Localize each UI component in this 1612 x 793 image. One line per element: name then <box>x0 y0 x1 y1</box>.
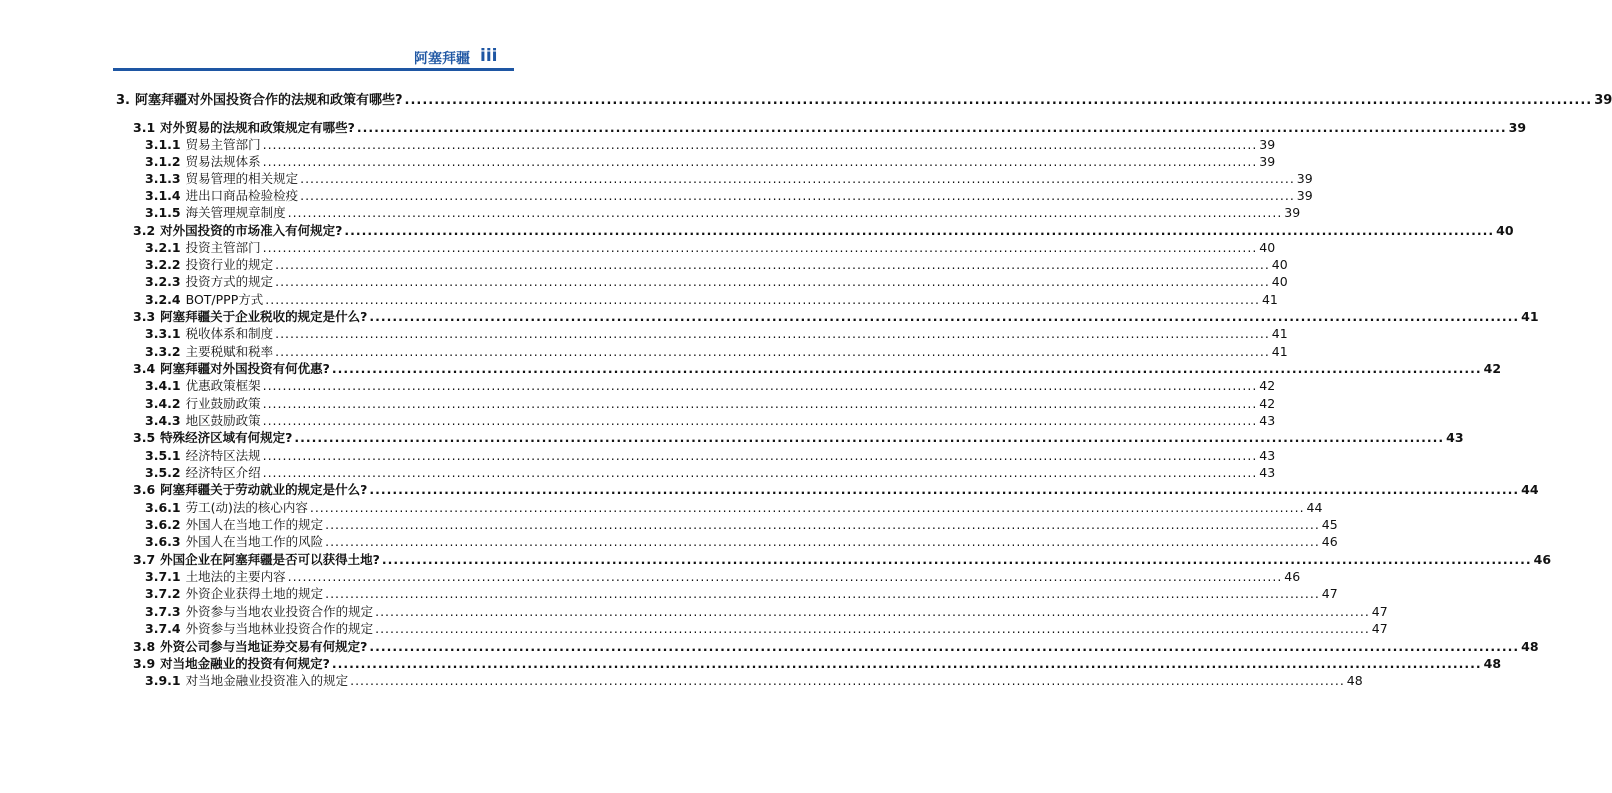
toc-entry-label <box>133 638 367 655</box>
toc-entry-page: 44 <box>1521 482 1539 497</box>
toc-leader-dots: ........................................................................................................................................................................................................ <box>300 188 1295 203</box>
toc-entry-label <box>133 655 330 672</box>
toc-leader-dots: ........................................................................................................................................................................................................ <box>325 586 1320 601</box>
toc-entry-number: 3.1.3 <box>145 171 181 186</box>
toc-leader-dots: ........................................................................................................................................................................................................ <box>375 604 1370 619</box>
toc-entry-page: 40 <box>1259 240 1276 255</box>
toc-entry[interactable] <box>145 585 1338 602</box>
toc-entry-title: 税收体系和制度 <box>185 326 274 341</box>
toc-entry-page: 48 <box>1483 656 1502 671</box>
toc-entry[interactable] <box>145 170 1313 187</box>
toc-entry-page: 39 <box>1594 93 1612 108</box>
toc-entry-title: 进出口商品检验检疫 <box>185 188 299 203</box>
toc-entry[interactable] <box>145 273 1288 290</box>
toc-entry-number: 3.4.3 <box>145 413 181 428</box>
toc-entry-page: 46 <box>1321 534 1338 549</box>
toc-entry[interactable] <box>145 395 1276 412</box>
toc-entry-page: 42 <box>1483 361 1502 376</box>
toc-entry-label <box>145 136 261 153</box>
toc-entry-number: 3.7.4 <box>145 621 181 636</box>
toc-entry-label <box>145 464 261 481</box>
running-header-title: 阿塞拜疆 <box>414 51 470 67</box>
toc-entry[interactable] <box>145 568 1301 585</box>
toc-leader-dots: ........................................................................................................................................................................................................ <box>265 292 1260 307</box>
toc-entry-page: 41 <box>1521 309 1539 324</box>
toc-entry-page: 43 <box>1446 430 1464 445</box>
toc-entry-number: 3.2.2 <box>145 257 181 272</box>
toc-entry-title: 贸易主管部门 <box>185 137 261 152</box>
toc-entry-label <box>145 256 273 273</box>
header-rule <box>113 68 514 71</box>
toc-entry-label <box>145 533 323 550</box>
toc-entry-label <box>145 187 298 204</box>
toc-entry-label <box>145 568 286 585</box>
toc-entry-number: 3.4 <box>133 361 156 376</box>
toc-leader-dots: ........................................................................................................................................................................................................ <box>369 309 1520 324</box>
toc-leader-dots: ........................................................................................................................................................................................................ <box>262 240 1258 255</box>
toc-leader-dots: ........................................................................................................................................................................................................ <box>262 396 1258 411</box>
toc-entry-title: 投资主管部门 <box>185 240 261 255</box>
toc-entry-label <box>133 222 342 239</box>
toc-entry-title: 主要税赋和税率 <box>185 344 274 359</box>
toc-entry-number: 3. <box>116 93 130 108</box>
toc-entry-page: 40 <box>1271 274 1288 289</box>
toc-entry-title: 行业鼓励政策 <box>185 396 261 411</box>
toc-entry-title: 对外贸易的法规和政策规定有哪些? <box>160 120 355 135</box>
toc-entry-title: 优惠政策框架 <box>185 378 261 393</box>
toc-entry-number: 3.1.1 <box>145 137 181 152</box>
toc-entry-title: 经济特区法规 <box>185 448 261 463</box>
toc-entry-label <box>145 447 261 464</box>
toc-entry-label <box>145 377 261 394</box>
toc-entry-number: 3.6.2 <box>145 517 181 532</box>
toc-entry[interactable] <box>133 638 1539 655</box>
toc-entry-number: 3.3.2 <box>145 344 181 359</box>
toc-leader-dots: ........................................................................................................................................................................................................ <box>262 378 1258 393</box>
toc-entry-title: 地区鼓励政策 <box>185 413 261 428</box>
toc-entry-page: 39 <box>1259 137 1276 152</box>
toc-leader-dots: ........................................................................................................................................................................................................ <box>287 205 1283 220</box>
toc-entry-title: 外资企业获得土地的规定 <box>185 586 324 601</box>
toc-entry-page: 46 <box>1284 569 1301 584</box>
toc-entry-title: 阿塞拜疆对外国投资有何优惠? <box>160 361 330 376</box>
toc-entry-title: 外资参与当地林业投资合作的规定 <box>185 621 374 636</box>
toc-entry-page: 48 <box>1346 673 1363 688</box>
toc-entry-label <box>145 620 373 637</box>
toc-entry[interactable] <box>145 377 1276 394</box>
toc-entry-label <box>145 395 261 412</box>
toc-entry-number: 3.4.2 <box>145 396 181 411</box>
toc-entry-title: 对外国投资的市场准入有何规定? <box>160 223 343 238</box>
toc-entry-title: 海关管理规章制度 <box>185 205 286 220</box>
toc-entry-page: 39 <box>1284 205 1301 220</box>
toc-entry-page: 40 <box>1496 223 1514 238</box>
toc-entry-number: 3.4.1 <box>145 378 181 393</box>
toc-entry-number: 3.2.1 <box>145 240 181 255</box>
toc-entry-number: 3.9 <box>133 656 156 671</box>
toc-entry-page: 42 <box>1259 396 1276 411</box>
toc-entry-number: 3.2 <box>133 223 156 238</box>
toc-entry-number: 3.1.4 <box>145 188 181 203</box>
toc-leader-dots: ........................................................................................................................................................................................................ <box>262 448 1258 463</box>
toc-entry[interactable] <box>145 620 1388 637</box>
toc-entry-title: 外国企业在阿塞拜疆是否可以获得土地? <box>160 552 380 567</box>
toc-entry-number: 3.5.1 <box>145 448 181 463</box>
toc-entry-page: 46 <box>1533 552 1552 567</box>
toc-entry[interactable] <box>133 119 1527 136</box>
toc-entry[interactable] <box>145 447 1276 464</box>
toc-entry-number: 3.1.2 <box>145 154 181 169</box>
toc-entry-title: 阿塞拜疆关于劳动就业的规定是什么? <box>160 482 368 497</box>
toc-entry[interactable] <box>133 655 1502 672</box>
toc-leader-dots: ........................................................................................................................................................................................................ <box>325 534 1320 549</box>
toc-entry-page: 43 <box>1259 448 1276 463</box>
toc-leader-dots: ........................................................................................................................................................................................................ <box>375 621 1370 636</box>
toc-entry-title: 阿塞拜疆对外国投资合作的法规和政策有哪些? <box>134 93 403 108</box>
toc-entry-label <box>145 672 348 689</box>
toc-entry-number: 3.5 <box>133 430 156 445</box>
toc-entry[interactable] <box>145 187 1313 204</box>
toc-entry-title: 土地法的主要内容 <box>185 569 286 584</box>
toc-entry-page: 45 <box>1321 517 1338 532</box>
toc-entry-label <box>145 499 308 516</box>
toc-entry-label <box>133 429 292 446</box>
toc-entry-number: 3.8 <box>133 639 156 654</box>
toc-entry[interactable] <box>133 481 1539 498</box>
toc-leader-dots: ........................................................................................................................................................................................................ <box>369 639 1520 654</box>
toc-entry-title: 投资方式的规定 <box>185 274 274 289</box>
toc-leader-dots: ........................................................................................................................................................................................................ <box>344 223 1495 238</box>
toc-entry-label <box>133 119 355 136</box>
toc-entry-label <box>116 92 403 109</box>
toc-entry[interactable] <box>145 204 1301 221</box>
toc-entry[interactable] <box>145 291 1278 308</box>
toc-entry-number: 3.7 <box>133 552 156 567</box>
toc-entry[interactable] <box>133 429 1464 446</box>
toc-entry-number: 3.3 <box>133 309 156 324</box>
toc-entry-number: 3.3.1 <box>145 326 181 341</box>
toc-entry-number: 3.1 <box>133 120 156 135</box>
toc-entry-title: 外资公司参与当地证券交易有何规定? <box>160 639 368 654</box>
toc-entry-label <box>133 308 367 325</box>
toc-entry-label <box>145 153 261 170</box>
toc-entry-number: 3.5.2 <box>145 465 181 480</box>
toc-entry-page: 44 <box>1306 500 1323 515</box>
toc-entry-page: 39 <box>1296 188 1313 203</box>
toc-entry-page: 47 <box>1371 621 1388 636</box>
toc-entry-title: 对当地金融业的投资有何规定? <box>160 656 330 671</box>
toc-leader-dots: ........................................................................................................................................................................................................ <box>262 154 1258 169</box>
toc-entry-number: 3.7.2 <box>145 586 181 601</box>
toc-leader-dots: ........................................................................................................................................................................................................ <box>275 257 1270 272</box>
toc-entry[interactable] <box>133 308 1539 325</box>
toc-leader-dots: ........................................................................................................................................................................................................ <box>262 413 1258 428</box>
toc-entry-label <box>145 325 273 342</box>
toc-entry-label <box>145 273 273 290</box>
toc-leader-dots: ........................................................................................................................................................................................................ <box>275 274 1270 289</box>
toc-entry-title: 劳工(动)法的核心内容 <box>185 500 308 515</box>
toc-leader-dots: ........................................................................................................................................................................................................ <box>262 137 1258 152</box>
toc-entry[interactable] <box>145 412 1276 429</box>
toc-entry[interactable] <box>116 92 1612 109</box>
toc-leader-dots: ........................................................................................................................................................................................................ <box>275 326 1270 341</box>
toc-entry-number: 3.2.3 <box>145 274 181 289</box>
toc-entry[interactable] <box>145 499 1323 516</box>
toc-entry-label <box>145 170 298 187</box>
toc-entry-title: 外国人在当地工作的规定 <box>185 517 324 532</box>
toc-entry-title: 特殊经济区域有何规定? <box>160 430 293 445</box>
toc-entry-number: 3.1.5 <box>145 205 181 220</box>
toc-entry-label <box>145 291 263 308</box>
toc-entry-label <box>145 343 273 360</box>
toc-entry-page: 41 <box>1271 326 1288 341</box>
toc-entry-page: 48 <box>1521 639 1539 654</box>
toc-entry-number: 3.6.1 <box>145 500 181 515</box>
toc-entry[interactable] <box>145 239 1276 256</box>
toc-entry-number: 3.9.1 <box>145 673 181 688</box>
toc-leader-dots: ........................................................................................................................................................................................................ <box>331 656 1482 671</box>
toc-entry[interactable] <box>145 256 1288 273</box>
toc-entry[interactable] <box>133 551 1552 568</box>
toc-leader-dots: ........................................................................................................................................................................................................ <box>309 500 1305 515</box>
toc-entry-number: 3.6.3 <box>145 534 181 549</box>
toc-entry[interactable] <box>133 360 1502 377</box>
toc-entry-number: 3.7.1 <box>145 569 181 584</box>
toc-entry[interactable] <box>145 516 1338 533</box>
toc-entry-page: 43 <box>1259 413 1276 428</box>
toc-entry-label <box>145 239 261 256</box>
toc-entry-page: 43 <box>1259 465 1276 480</box>
toc-entry-page: 39 <box>1296 171 1313 186</box>
toc-entry-label <box>145 585 323 602</box>
toc-entry-title: BOT/PPP方式 <box>185 292 264 307</box>
toc-leader-dots: ........................................................................................................................................................................................................ <box>287 569 1283 584</box>
toc-entry-label <box>145 603 373 620</box>
page-number-roman: iii <box>480 46 498 66</box>
toc-entry-page: 42 <box>1259 378 1276 393</box>
toc-entry-page: 41 <box>1271 344 1288 359</box>
toc-entry-title: 阿塞拜疆关于企业税收的规定是什么? <box>160 309 368 324</box>
toc-entry-title: 外资参与当地农业投资合作的规定 <box>185 604 374 619</box>
toc-entry-label <box>133 551 380 568</box>
toc-entry-number: 3.7.3 <box>145 604 181 619</box>
toc-entry-page: 47 <box>1371 604 1388 619</box>
toc-entry-page: 39 <box>1508 120 1527 135</box>
toc-entry-title: 贸易管理的相关规定 <box>185 171 299 186</box>
toc-leader-dots: ........................................................................................................................................................................................................ <box>356 120 1507 135</box>
toc-entry[interactable] <box>145 672 1363 689</box>
toc-leader-dots: ........................................................................................................................................................................................................ <box>262 465 1258 480</box>
toc-entry-title: 贸易法规体系 <box>185 154 261 169</box>
toc-leader-dots: ........................................................................................................................................................................................................ <box>331 361 1482 376</box>
toc-entry[interactable] <box>145 343 1288 360</box>
toc-entry-page: 47 <box>1321 586 1338 601</box>
toc-leader-dots: ........................................................................................................................................................................................................ <box>350 673 1345 688</box>
toc-entry[interactable] <box>145 136 1276 153</box>
toc-entry[interactable] <box>133 222 1514 239</box>
toc-entry-title: 投资行业的规定 <box>185 257 274 272</box>
toc-entry[interactable] <box>145 533 1338 550</box>
toc-entry[interactable] <box>145 325 1288 342</box>
toc-entry-label <box>145 412 261 429</box>
toc-entry-label <box>133 481 367 498</box>
toc-entry-page: 40 <box>1271 257 1288 272</box>
toc-leader-dots: ........................................................................................................................................................................................................ <box>300 171 1295 186</box>
toc-entry-label <box>145 516 323 533</box>
toc-entry[interactable] <box>145 153 1276 170</box>
toc-entry-number: 3.2.4 <box>145 292 181 307</box>
toc-leader-dots: ........................................................................................................................................................................................................ <box>369 482 1520 497</box>
toc-leader-dots: ........................................................................................................................................................................................................ <box>404 93 1593 108</box>
toc-entry-page: 39 <box>1259 154 1276 169</box>
toc-entry[interactable] <box>145 603 1388 620</box>
toc-entry-title: 经济特区介绍 <box>185 465 261 480</box>
toc-entry-title: 外国人在当地工作的风险 <box>185 534 324 549</box>
toc-entry-page: 41 <box>1261 292 1278 307</box>
toc-leader-dots: ........................................................................................................................................................................................................ <box>294 430 1445 445</box>
toc-leader-dots: ........................................................................................................................................................................................................ <box>381 552 1532 567</box>
toc-entry-label <box>133 360 330 377</box>
toc-leader-dots: ........................................................................................................................................................................................................ <box>325 517 1320 532</box>
toc-leader-dots: ........................................................................................................................................................................................................ <box>275 344 1270 359</box>
toc-entry-title: 对当地金融业投资准入的规定 <box>185 673 349 688</box>
toc-entry-number: 3.6 <box>133 482 156 497</box>
toc-entry-label <box>145 204 286 221</box>
toc-entry[interactable] <box>145 464 1276 481</box>
